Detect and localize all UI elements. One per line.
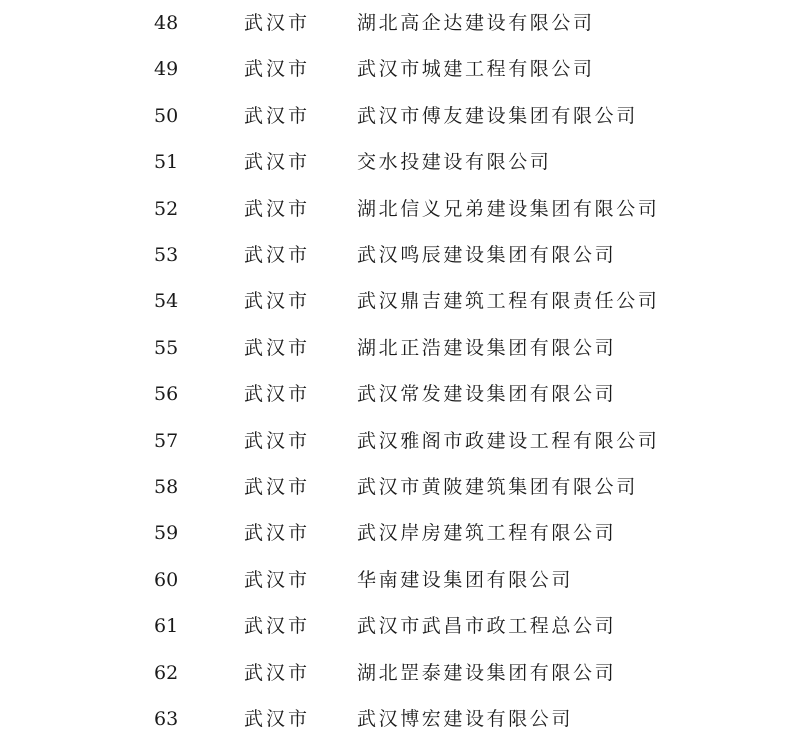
table-row [0,139,791,185]
row-city: 武汉市 [244,198,311,220]
row-company: 武汉常发建设集团有限公司 [357,383,617,405]
row-number: 59 [154,522,179,544]
row-company: 武汉博宏建设有限公司 [357,708,574,730]
row-company: 华南建设集团有限公司 [357,569,574,591]
row-city: 武汉市 [244,383,311,405]
table-row [0,46,791,92]
row-number: 57 [154,430,179,452]
row-city: 武汉市 [244,12,311,34]
row-city: 武汉市 [244,290,311,312]
row-company: 武汉市黄陂建筑集团有限公司 [357,476,638,498]
row-number: 60 [154,569,179,591]
row-number: 51 [154,151,179,173]
table-row [0,603,791,649]
row-number: 50 [154,105,179,127]
table-row [0,325,791,371]
row-company: 武汉鼎吉建筑工程有限责任公司 [357,290,660,312]
row-number: 54 [154,290,179,312]
row-number: 63 [154,708,179,730]
table-row [0,464,791,510]
row-city: 武汉市 [244,151,311,173]
row-company: 武汉鸣辰建设集团有限公司 [357,244,617,266]
row-company: 武汉市城建工程有限公司 [357,58,595,80]
table-row [0,186,791,232]
table-row [0,650,791,696]
row-number: 49 [154,58,179,80]
row-company: 湖北信义兄弟建设集团有限公司 [357,198,660,220]
row-number: 53 [154,244,179,266]
table-row [0,278,791,324]
row-number: 56 [154,383,179,405]
row-city: 武汉市 [244,708,311,730]
row-number: 58 [154,476,179,498]
row-company: 湖北正浩建设集团有限公司 [357,337,617,359]
row-number: 62 [154,662,179,684]
row-company: 湖北高企达建设有限公司 [357,12,595,34]
row-city: 武汉市 [244,476,311,498]
row-city: 武汉市 [244,569,311,591]
row-city: 武汉市 [244,430,311,452]
row-company: 交水投建设有限公司 [357,151,552,173]
row-number: 55 [154,337,179,359]
table-row [0,232,791,278]
table-row [0,371,791,417]
table-row [0,418,791,464]
row-number: 61 [154,615,179,637]
table-row [0,0,791,46]
row-number: 52 [154,198,179,220]
table-row [0,696,791,742]
row-city: 武汉市 [244,58,311,80]
row-city: 武汉市 [244,522,311,544]
row-company: 武汉市傅友建设集团有限公司 [357,105,638,127]
row-city: 武汉市 [244,337,311,359]
row-company: 武汉雅阁市政建设工程有限公司 [357,430,660,452]
table-row [0,93,791,139]
row-company: 武汉岸房建筑工程有限公司 [357,522,617,544]
row-city: 武汉市 [244,662,311,684]
row-city: 武汉市 [244,615,311,637]
row-number: 48 [154,12,179,34]
row-city: 武汉市 [244,105,311,127]
row-company: 湖北罡泰建设集团有限公司 [357,662,617,684]
table-row [0,510,791,556]
row-company: 武汉市武昌市政工程总公司 [357,615,617,637]
row-city: 武汉市 [244,244,311,266]
table-row [0,557,791,603]
